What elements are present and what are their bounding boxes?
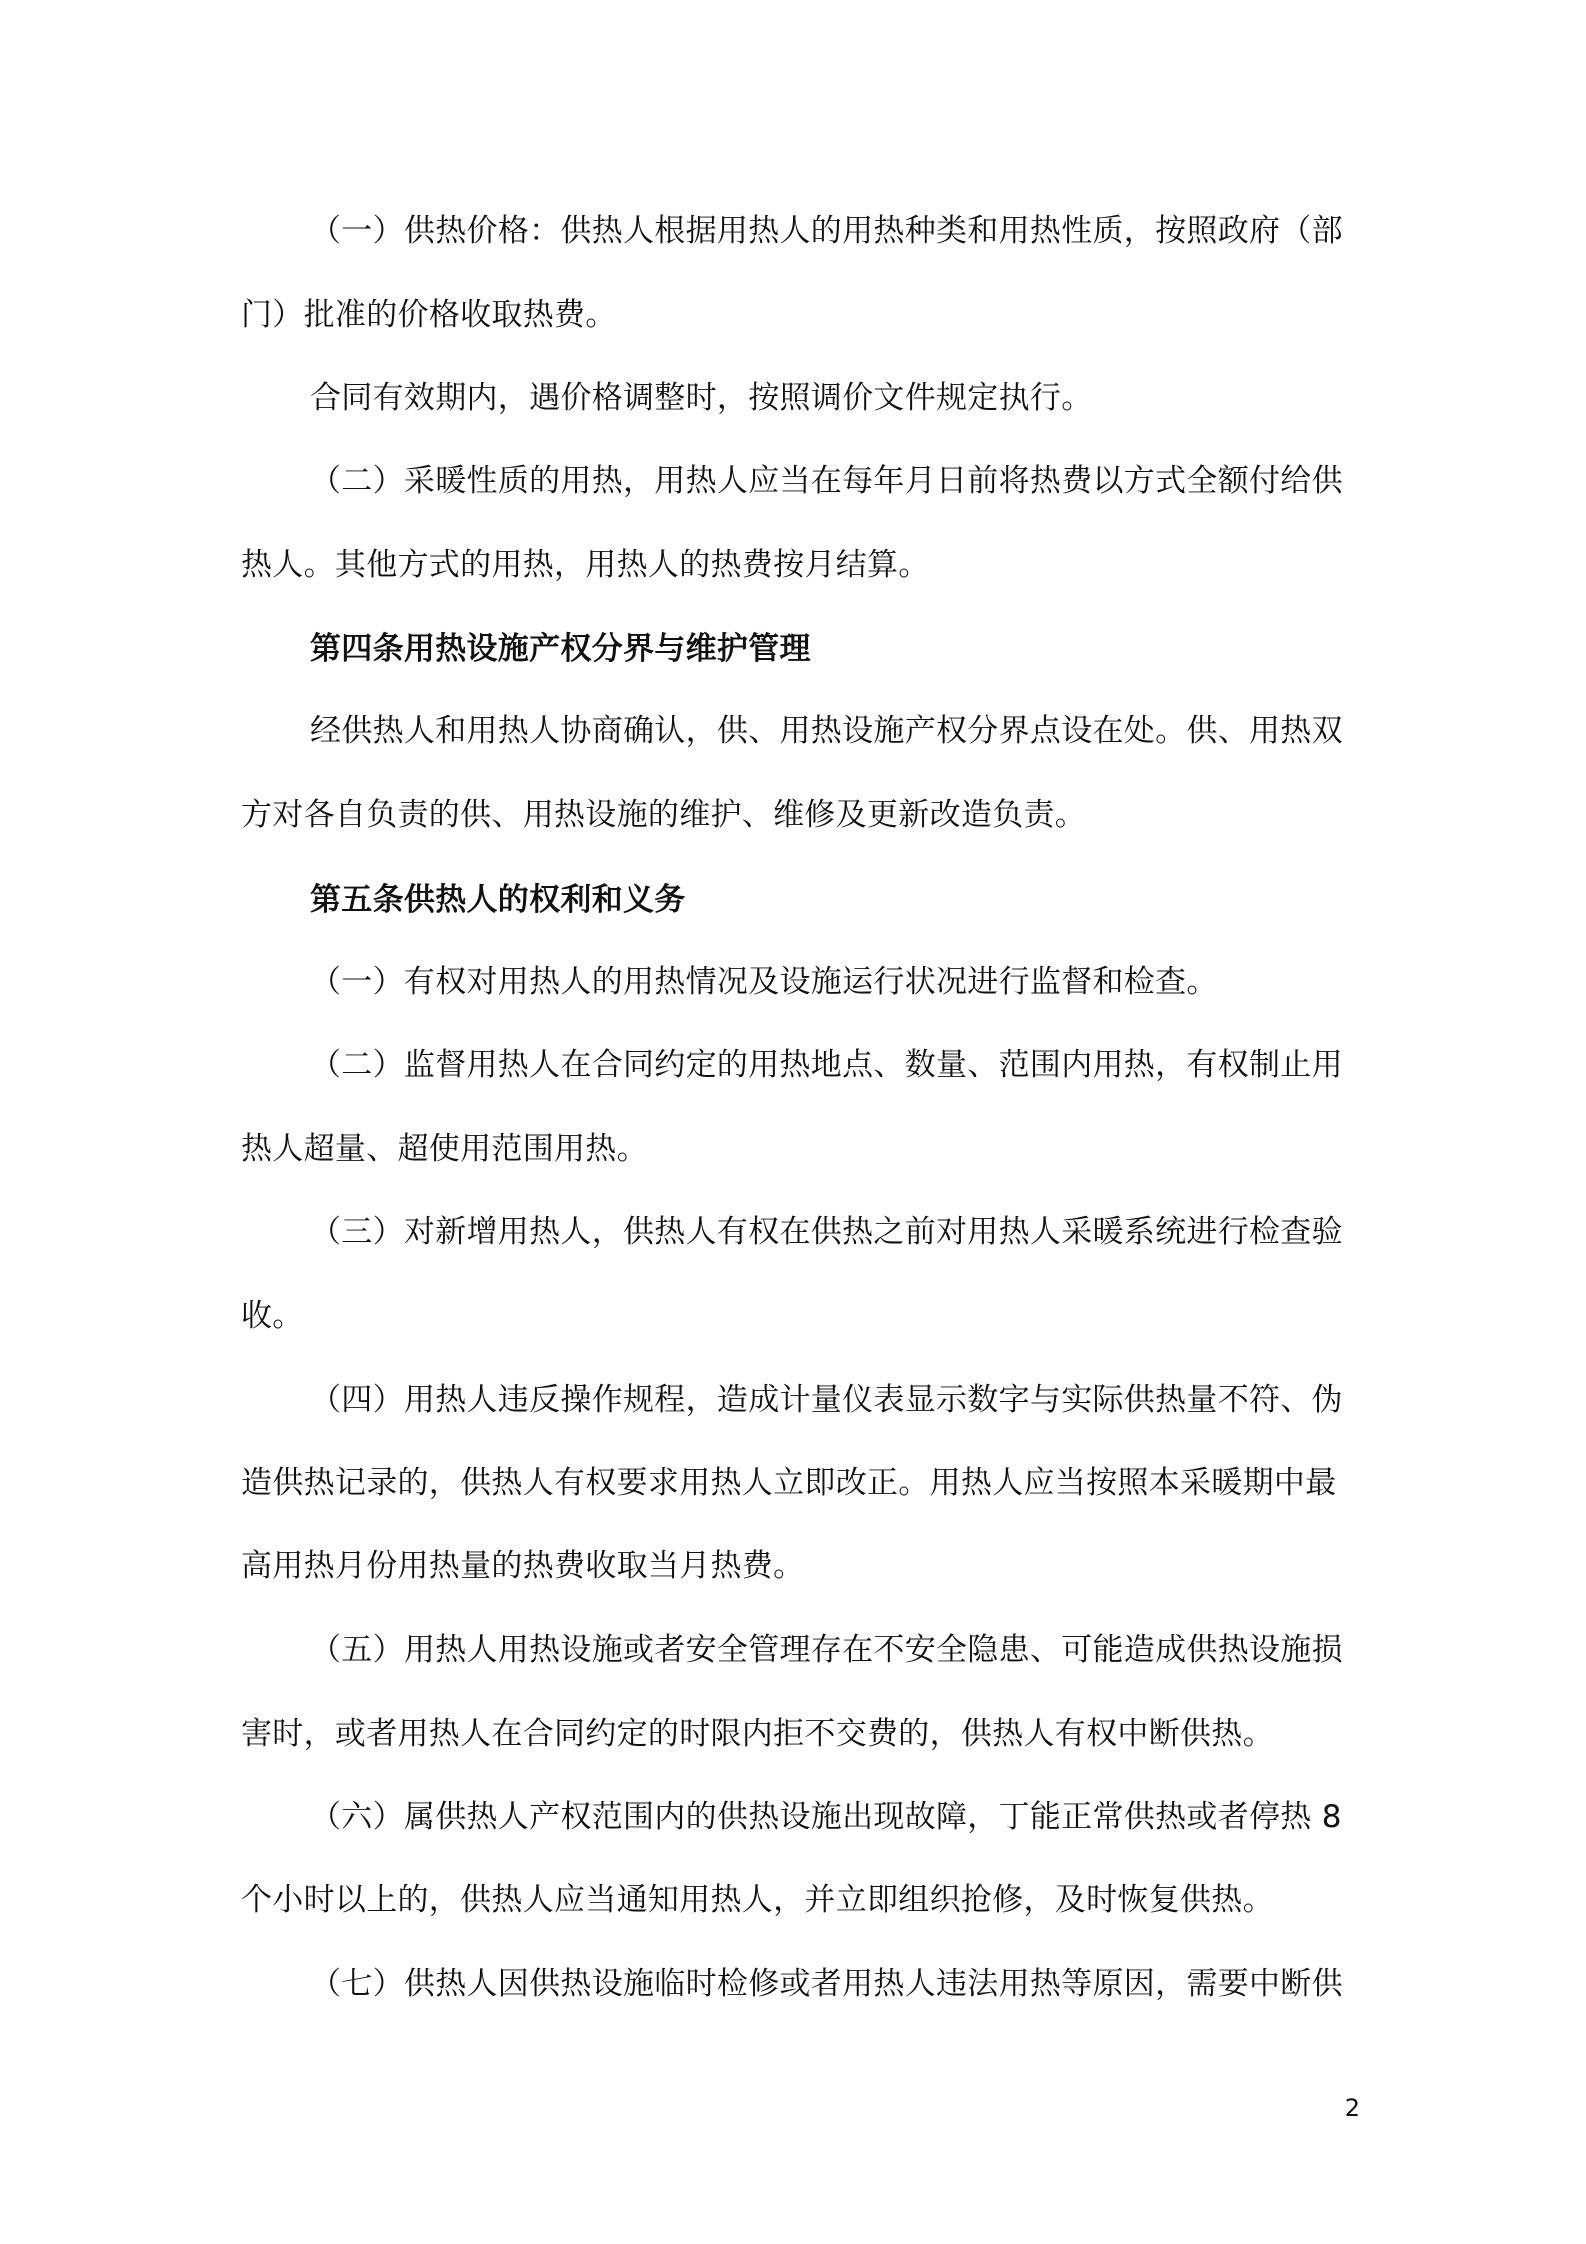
- paragraph-line: 害时，或者用热人在合同约定的时限内拒不交费的，供热人有权中断供热。: [241, 1716, 1274, 1752]
- paragraph-line: 门）批准的价格收取热费。: [241, 297, 617, 333]
- paragraph-line: 经供热人和用热人协商确认，供、用热设施产权分界点设在处。供、用热双: [310, 713, 1343, 749]
- paragraph-line: （一）有权对用热人的用热情况及设施运行状况进行监督和检查。: [310, 964, 1218, 1000]
- paragraph-line: 造供热记录的，供热人有权要求用热人立即改正。用热人应当按照本采暖期中最: [241, 1465, 1337, 1501]
- paragraph-line: 高用热月份用热量的热费收取当月热费。: [241, 1548, 805, 1584]
- paragraph-line: 热人。其他方式的用热，用热人的热费按月结算。: [241, 547, 930, 583]
- paragraph-line: （五）用热人用热设施或者安全管理存在不安全隐患、可能造成供热设施损: [310, 1632, 1343, 1668]
- paragraph-line: 热人超量、超使用范围用热。: [241, 1131, 648, 1167]
- paragraph-line: （二）采暖性质的用热，用热人应当在每年月日前将热费以方式全额付给供: [310, 463, 1343, 499]
- section-heading: 第四条用热设施产权分界与维护管理: [310, 631, 811, 667]
- paragraph-line: 方对各自负责的供、用热设施的维护、维修及更新改造负责。: [241, 797, 1087, 833]
- paragraph-line: （六）属供热人产权范围内的供热设施出现故障，丁能正常供热或者停热 8: [310, 1799, 1342, 1835]
- paragraph-line: 个小时以上的，供热人应当通知用热人，并立即组织抢修，及时恢复供热。: [241, 1882, 1274, 1918]
- paragraph-line: 合同有效期内，遇价格调整时，按照调价文件规定执行。: [310, 380, 1093, 416]
- section-heading: 第五条供热人的权利和义务: [310, 882, 686, 918]
- page-number: 2: [1344, 2094, 1360, 2122]
- paragraph-line: （三）对新增用热人，供热人有权在供热之前对用热人采暖系统进行检查验: [310, 1214, 1343, 1250]
- paragraph-line: （四）用热人违反操作规程，造成计量仪表显示数字与实际供热量不符、伪: [310, 1382, 1343, 1418]
- paragraph-line: （二）监督用热人在合同约定的用热地点、数量、范围内用热，有权制止用: [310, 1047, 1343, 1083]
- paragraph-line: （七）供热人因供热设施临时检修或者用热人违法用热等原因，需要中断供: [310, 1966, 1343, 2002]
- paragraph-line: （一）供热价格：供热人根据用热人的用热种类和用热性质，按照政府（部: [310, 213, 1343, 249]
- paragraph-line: 收。: [241, 1298, 304, 1334]
